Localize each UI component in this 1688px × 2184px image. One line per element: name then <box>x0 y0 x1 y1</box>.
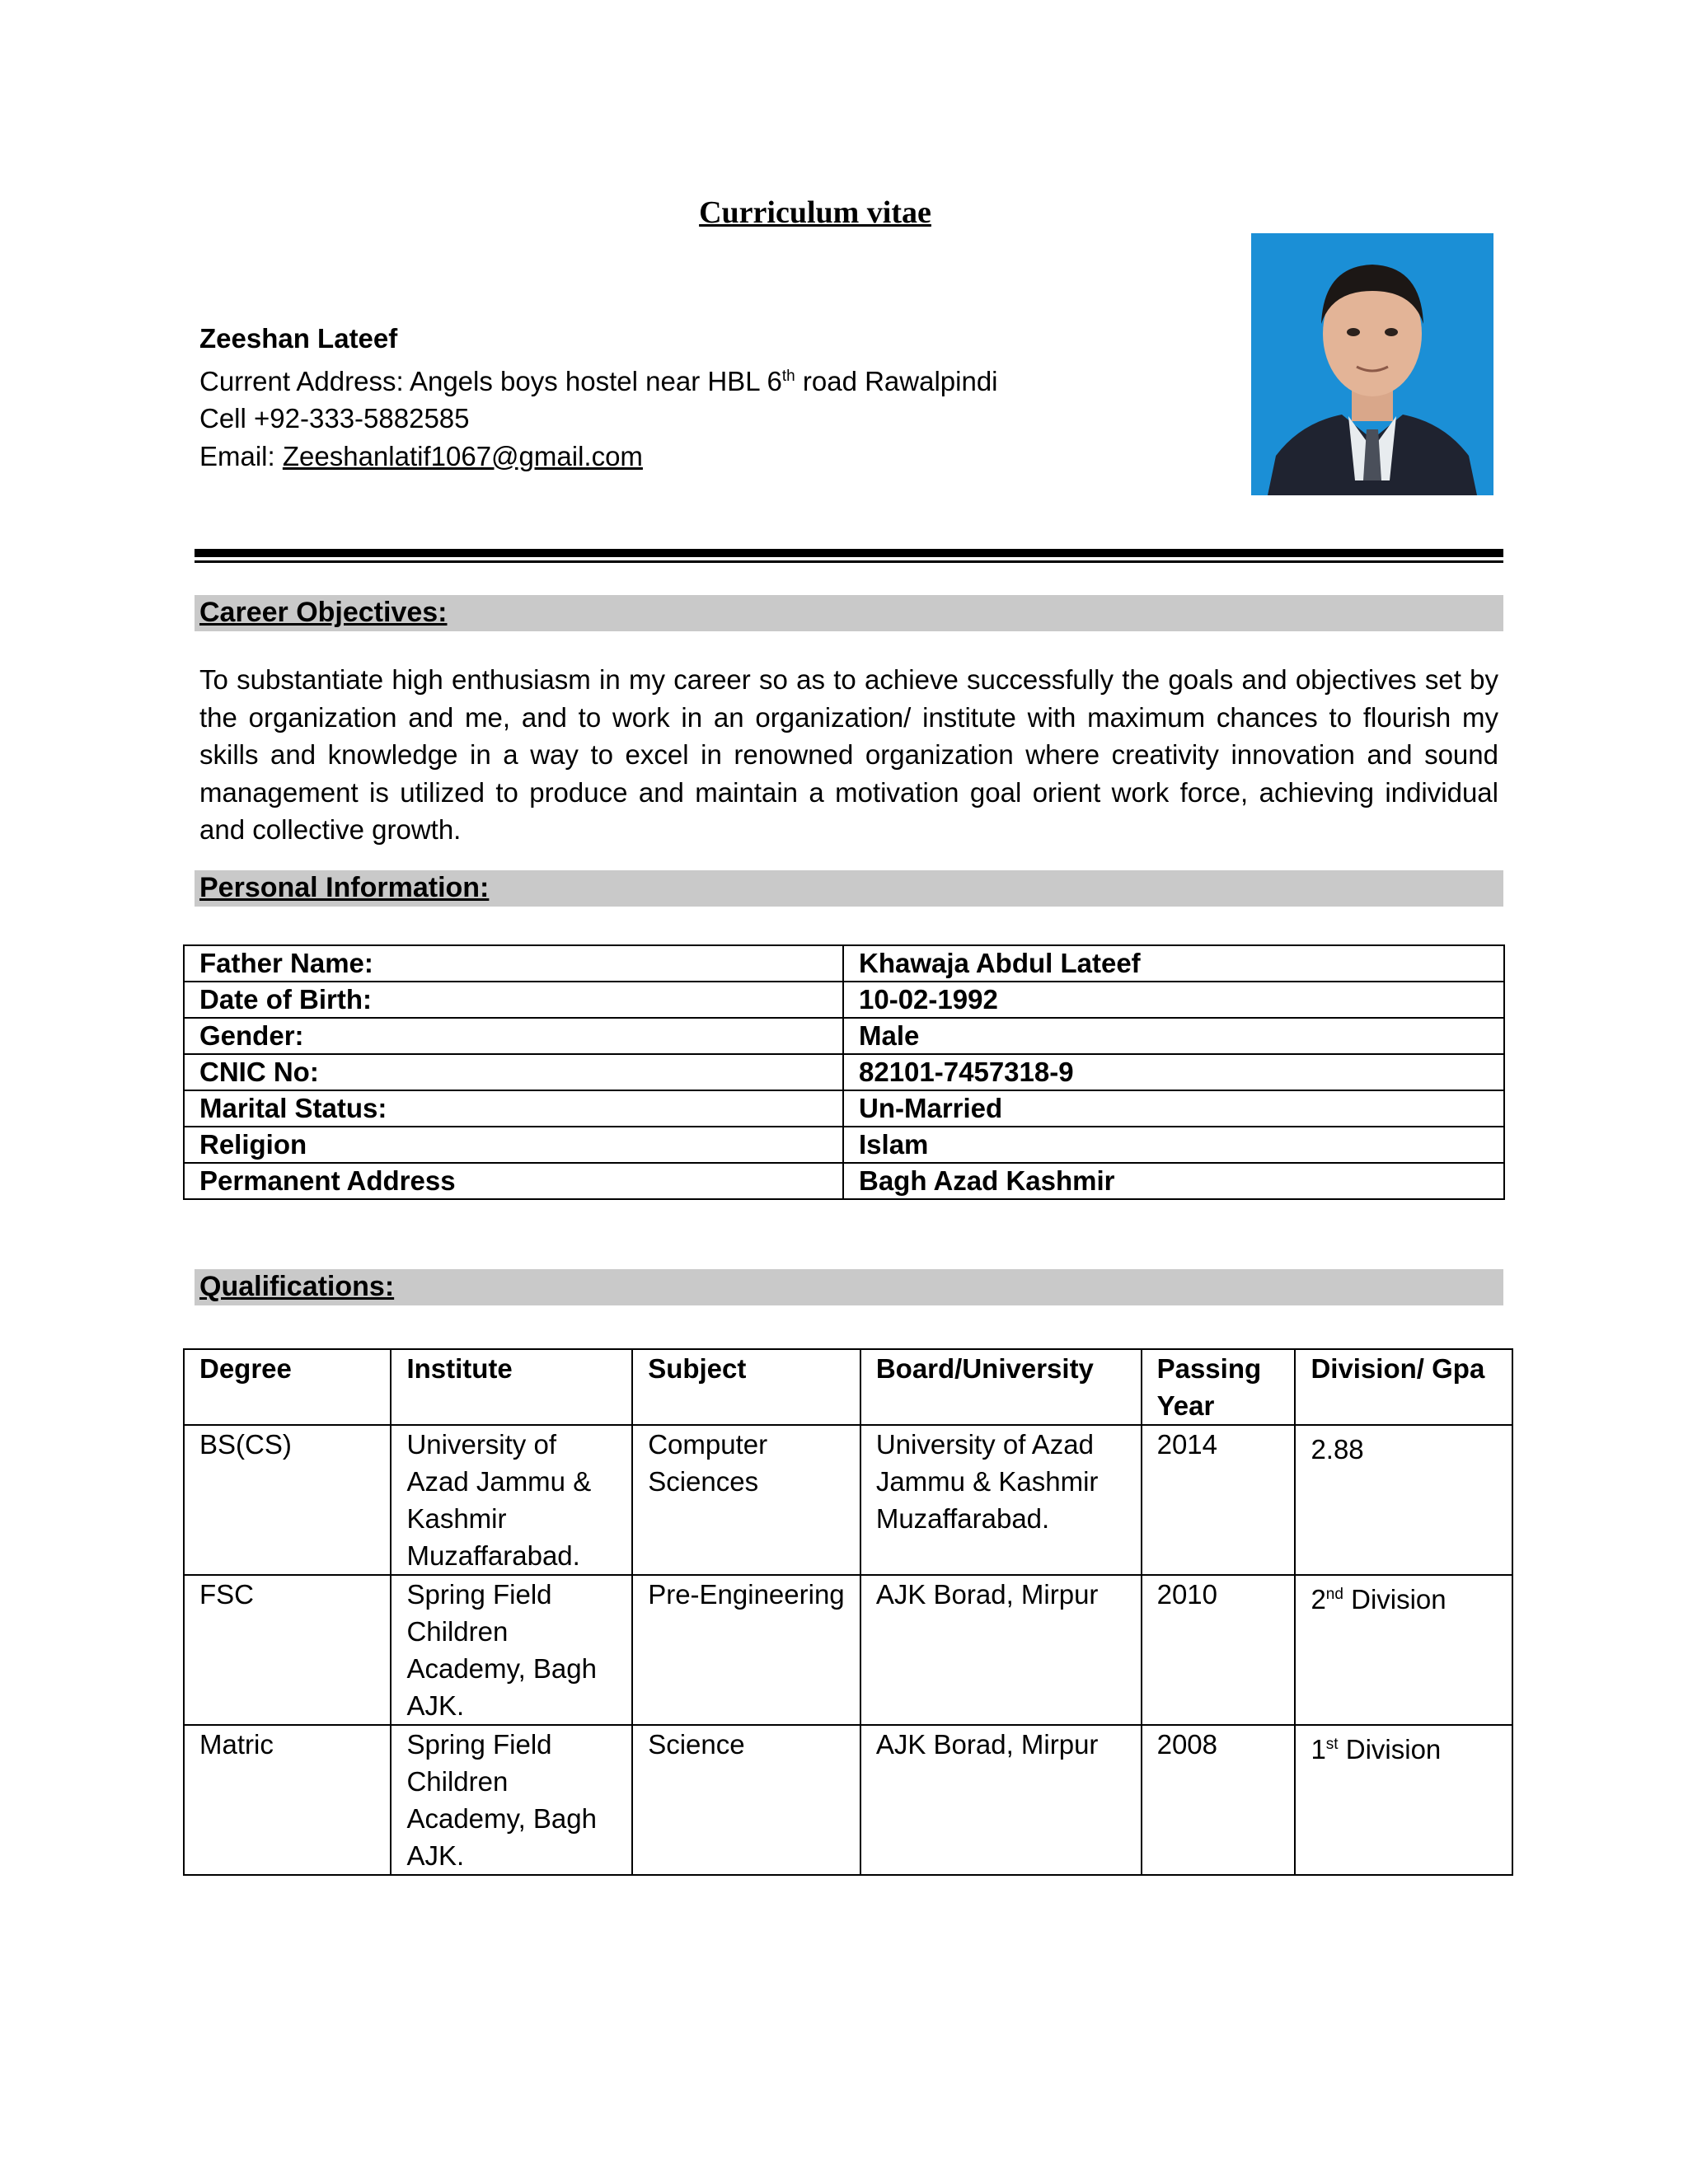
section-career-objectives <box>195 595 1503 631</box>
section-personal-information <box>195 870 1503 907</box>
divider-thick <box>195 549 1503 557</box>
qualification-degree: FSC <box>184 1575 391 1725</box>
qualification-subject: Pre-Engineering <box>632 1575 860 1725</box>
personal-info-value: Bagh Azad Kashmir <box>843 1163 1504 1199</box>
personal-info-row <box>184 1018 1504 1054</box>
qualifications-header-cell: Passing Year <box>1142 1349 1296 1425</box>
qualifications-row <box>184 1575 1512 1725</box>
qualification-institute: University of Azad Jammu & Kashmir Muzaffarabad. <box>391 1425 632 1575</box>
qualifications-header-cell: Subject <box>632 1349 860 1425</box>
qualification-degree: Matric <box>184 1725 391 1875</box>
qualification-division: 2.88 <box>1295 1425 1512 1575</box>
qualification-institute: Spring Field Children Academy, Bagh AJK. <box>391 1725 632 1875</box>
career-objective-text: To substantiate high enthusiasm in my career so as to achieve successfully the goals and objectives set by the organization and me, and to work in an organization/ institute with maximum chances to flourish my skills and knowledge in a way to excel in renowned organization where creativity innovation and sound management is utilized to produce and maintain a motivation goal orient work force, achieving individual and collective growth. <box>199 664 1498 845</box>
qualifications-row <box>184 1725 1512 1875</box>
qualification-subject: Science <box>632 1725 860 1875</box>
qualifications-header-cell: Board/University <box>860 1349 1142 1425</box>
personal-info-label: CNIC No: <box>184 1054 843 1090</box>
contact-block <box>199 320 998 475</box>
qualification-division: 1st Division <box>1295 1725 1512 1875</box>
personal-info-label: Marital Status: <box>184 1090 843 1127</box>
qualification-board: AJK Borad, Mirpur <box>860 1575 1142 1725</box>
section-heading: Personal Information: <box>199 872 490 903</box>
candidate-name: Zeeshan Lateef <box>199 323 398 354</box>
qualification-year: 2010 <box>1142 1575 1296 1725</box>
current-address: Current Address: Angels boys hostel near HBL 6th road Rawalpindi <box>199 365 998 396</box>
divider-thin <box>195 560 1503 563</box>
personal-info-row <box>184 1054 1504 1090</box>
personal-info-value: Islam <box>843 1127 1504 1163</box>
personal-info-table <box>183 944 1505 1200</box>
section-qualifications <box>195 1269 1503 1305</box>
profile-photo <box>1251 233 1493 495</box>
personal-info-row <box>184 1090 1504 1127</box>
personal-info-row <box>184 1127 1504 1163</box>
page-title: Curriculum vitae <box>699 195 931 230</box>
personal-info-value: 10-02-1992 <box>843 982 1504 1018</box>
email-line <box>199 438 998 476</box>
personal-info-row <box>184 1163 1504 1199</box>
personal-info-value: Un-Married <box>843 1090 1504 1127</box>
qualifications-header-cell: Division/ Gpa <box>1295 1349 1512 1425</box>
person-photo-icon <box>1251 233 1493 495</box>
qualification-year: 2008 <box>1142 1725 1296 1875</box>
section-heading: Qualifications: <box>199 1271 395 1302</box>
qualification-board: AJK Borad, Mirpur <box>860 1725 1142 1875</box>
qualification-board: University of Azad Jammu & Kashmir Muzaffarabad. <box>860 1425 1142 1575</box>
personal-info-label: Date of Birth: <box>184 982 843 1018</box>
qualification-degree: BS(CS) <box>184 1425 391 1575</box>
qualification-subject: Computer Sciences <box>632 1425 860 1575</box>
email-link[interactable]: Zeeshanlatif1067@gmail.com <box>282 440 643 471</box>
qualifications-row <box>184 1425 1512 1575</box>
section-heading: Career Objectives: <box>199 597 448 628</box>
qualifications-header-cell: Institute <box>391 1349 632 1425</box>
email-label: Email: <box>199 440 283 471</box>
personal-info-label: Father Name: <box>184 945 843 982</box>
personal-info-value: 82101-7457318-9 <box>843 1054 1504 1090</box>
qualifications-table <box>183 1348 1513 1876</box>
personal-info-label: Religion <box>184 1127 843 1163</box>
qualifications-header-cell: Degree <box>184 1349 391 1425</box>
qualification-year: 2014 <box>1142 1425 1296 1575</box>
personal-info-label: Gender: <box>184 1018 843 1054</box>
qualification-institute: Spring Field Children Academy, Bagh AJK. <box>391 1575 632 1725</box>
personal-info-value: Male <box>843 1018 1504 1054</box>
personal-info-value: Khawaja Abdul Lateef <box>843 945 1504 982</box>
qualification-division: 2nd Division <box>1295 1575 1512 1725</box>
personal-info-row <box>184 982 1504 1018</box>
cell-number: Cell +92-333-5882585 <box>199 403 470 434</box>
personal-info-row <box>184 945 1504 982</box>
personal-info-label: Permanent Address <box>184 1163 843 1199</box>
